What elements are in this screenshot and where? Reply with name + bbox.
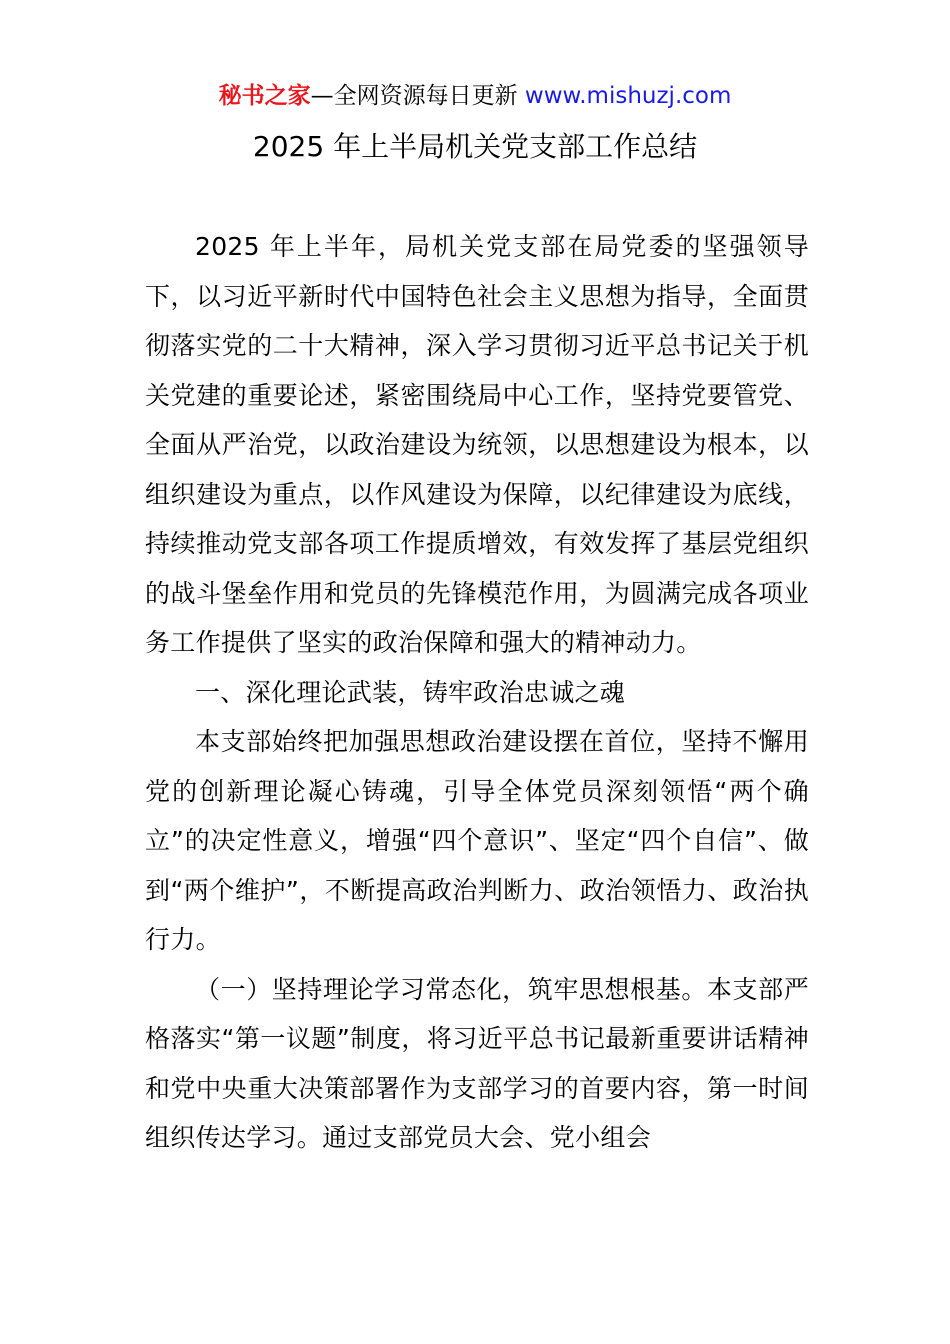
document-title: 2025 年上半局机关党支部工作总结 bbox=[252, 130, 698, 163]
subsection-paragraph: （一）坚持理论学习常态化，筑牢思想根基。本支部严格落实“第一议题”制度，将习近平总书记最新重要讲话精神和党中央重大决策部署作为支部学习的首要内容，第一时间组织传达学习。通过支部党员大会、党小组会 bbox=[145, 974, 809, 1152]
site-url[interactable]: www.mishuzj.com bbox=[524, 83, 732, 109]
section-paragraph: 本支部始终把加强思想政治建设摆在首位，坚持不懈用党的创新理论凝心铸魂，引导全体党员深刻领悟“两个确立”的决定性意义，增强“四个意识”、坚定“四个自信”、做到“两个维护”，不断提高政治判断力、政治领悟力、政治执行力。 bbox=[145, 727, 809, 954]
section-heading: 一、深化理论武装，铸牢政治忠诚之魂 bbox=[195, 677, 626, 707]
document-body bbox=[145, 222, 809, 1163]
header-tagline: —全网资源每日更新 bbox=[310, 83, 525, 109]
intro-paragraph: 2025 年上半年，局机关党支部在局党委的坚强领导下，以习近平新时代中国特色社会主义思想为指导，全面贯彻落实党的二十大精神，深入学习贯彻习近平总书记关于机关党建的重要论述，紧密围绕局中心工作，坚持党要管党、全面从严治党，以政治建设为统领，以思想建设为根本，以组织建设为重点，以作风建设为保障，以纪律建设为底线，持续推动党支部各项工作提质增效，有效发挥了基层党组织的战斗堡垒作用和党员的先锋模范作用，为圆满完成各项业务工作提供了坚实的政治保障和强大的精神动力。 bbox=[145, 232, 809, 657]
brand-name: 秘书之家 bbox=[218, 83, 311, 109]
site-header bbox=[0, 80, 950, 112]
